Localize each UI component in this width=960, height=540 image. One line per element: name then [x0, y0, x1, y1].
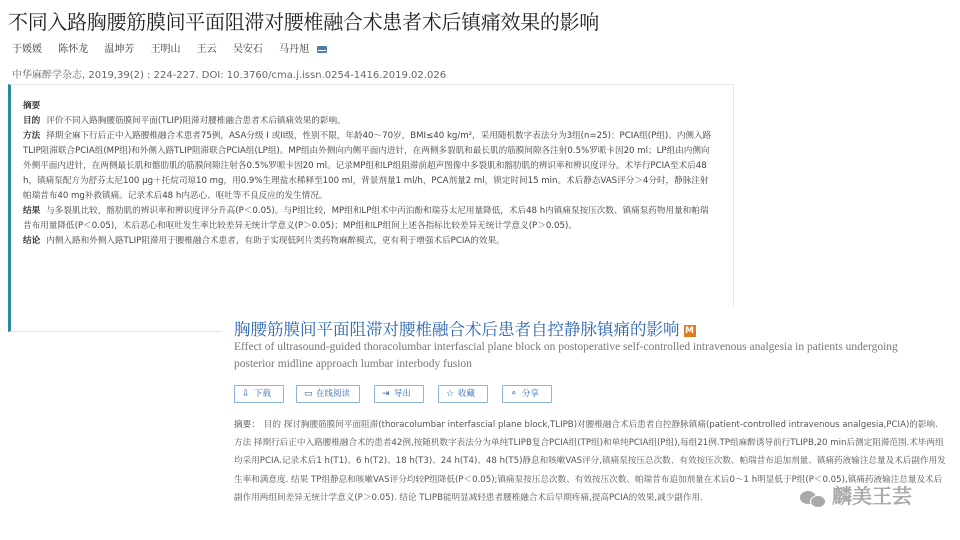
journal-citation: 中华麻醉学杂志, 2019,39(2) : 224-227. DOI: 10.3760/cma.j.issn.0254-1416.2019.02.026 — [12, 70, 447, 81]
read-online-button[interactable] — [296, 385, 360, 403]
export-button[interactable] — [374, 385, 424, 403]
share-button[interactable] — [502, 385, 552, 403]
download-icon: ⇩ — [242, 388, 250, 399]
english-title: Effect of ultrasound-guided thoracolumbar interfascial plane block on postoperative self-controlled intravenous analgesia in patients undergoing posterior midline approach lumbar interbody fusion — [234, 341, 898, 370]
abstract-section-results — [23, 204, 717, 234]
abstract-box — [8, 84, 734, 332]
section-text: 内侧入路和外侧入路TLIP阻滞用于腰椎融合术患者，有助于实现低阿片类药物麻醉模式，更有利于增强术后PCIA的效果。 — [46, 236, 505, 246]
author-link[interactable]: 于媛媛 — [12, 44, 42, 55]
abstract-heading: 摘要 — [23, 101, 41, 111]
abstract-section-objective — [23, 114, 717, 129]
section-label: 目的 — [23, 116, 41, 126]
abstract-section-methods — [23, 129, 717, 204]
author-link[interactable]: 王明山 — [150, 44, 181, 55]
mail-icon[interactable] — [317, 46, 327, 53]
author-link[interactable]: 陈怀龙 — [58, 44, 89, 55]
button-label: 下载 — [254, 389, 272, 399]
download-button[interactable] — [234, 385, 284, 403]
share-icon: ⚬ — [510, 388, 518, 399]
author-link[interactable]: 王云 — [196, 44, 217, 55]
wechat-icon — [800, 489, 826, 507]
watermark-text: 麟美王芸 — [832, 484, 912, 508]
export-icon: ⇥ — [382, 388, 390, 399]
section-label: 结果 — [23, 206, 41, 216]
abstract-section-conclusion — [23, 234, 717, 249]
section-label: 结论 — [23, 236, 41, 246]
article-title[interactable]: 不同入路胸腰筋膜间平面阻滞对腰椎融合术患者术后镇痛效果的影响 — [8, 10, 599, 34]
m-badge-icon: M — [685, 325, 694, 336]
star-icon: ☆ — [446, 388, 455, 399]
button-label: 分享 — [522, 389, 540, 399]
section-text: 择期全麻下行后正中入路腰椎融合术患者75例，ASA分级 I 或II级，性别不限，年龄40～70岁，BMI≤40 kg/m²，采用随机数字表法分为3组(n=25)：PCIA组(P组)、内侧入路TLIP阻滞联合PCIA组(MP组)和外侧入路TLIP阻滞联合PCIA组(LP组)。MP组由外侧向内侧平面内进针，在两侧多裂肌和最长肌的筋膜间隙各注射0.5%罗哌卡因20 ml；LP组由内侧向外侧平面内进针，在两侧最长肌和髂肋肌的筋膜间隙注射各0.5%罗哌卡因20 ml。记录MP组和LP组阻滞前超声图像中多裂肌和髂肋肌的辨识率和辨识度评分。术毕行PCIA至术后48 h，镇痛泵配方为舒芬太尼100 μg＋托烷司琼10 mg，用0.9%生理盐水稀释至100 ml，背景剂量1 ml/h，PCA剂量2 ml，锁定时间15 min。术后静态VAS评分＞4分时，静脉注射帕瑞昔布40 mg补救镇痛。记录术后48 h内恶心、呕吐等不良反应的发生情况。 — [23, 131, 712, 201]
section-label: 方法 — [23, 131, 41, 141]
section-text: 评价不同入路胸腰筋膜间平面(TLIP)阻滞对腰椎融合患者术后镇痛效果的影响。 — [46, 116, 346, 126]
favorite-button[interactable] — [438, 385, 488, 403]
button-label: 收藏 — [458, 389, 476, 399]
watermark — [800, 480, 912, 509]
button-label: 在线阅读 — [316, 389, 351, 399]
book-icon: ▭ — [304, 388, 313, 399]
author-link[interactable]: 吴安石 — [232, 44, 263, 55]
author-link[interactable]: 马丹旭 — [279, 44, 310, 55]
section-text: 与多裂肌比较，髂肋肌的辨识率和辨识度评分升高(P＜0.05)。与P组比较，MP组和LP组术中丙泊酚和瑞芬太尼用量降低，术后48 h内镇痛泵按压次数、镇痛泵药物用量和帕瑞昔布用量降低(P＜0.05)，术后恶心和呕吐发生率比较差异无统计学意义(P＞0.05)；MP组和LP组间上述各指标比较差异无统计学意义(P＞0.05)。 — [23, 206, 709, 231]
button-label: 导出 — [394, 389, 412, 399]
author-list — [12, 40, 327, 55]
article2-title — [234, 316, 696, 340]
abstract-text: 目的 探讨胸腰筋膜间平面阻滞(thoracolumbar interfascial plane block,TLIPB)对腰椎融合术后患者自控静脉镇痛(patient-controlled intravenous analgesia,PCIA)的影响. 方法 择期行后正中入路腰椎融合术的患者42例,按随机数字表法分为单纯TLIPB复合PCIA组(TP组)和单纯PCIA组(P组),每组21例.TP组麻醉诱导前行TLIPB,20 min后测定阻滞范围.术毕两组均采用PCIA.记录术后1 h(T1)、6 h(T2)、18 h(T3)、24 h(T4)、48 h(T5)静息和咳嗽VAS评分,镇痛泵按压总次数、有效按压次数、帕瑞昔布追加剂量、镇痛药液输注总量及术后副作用发生率和满意度. 结果 TP组静息和咳嗽VAS评分均较P组降低(P＜0.05);镇痛泵按压总次数、有效按压次数、帕瑞昔布追加剂量在术后0～1 h明显低于P组(P＜0.05),镇痛药液输注总量及术后副作用两组间差异无统计学意义(P＞0.05). 结论 TLIPB能明显减轻患者腰椎融合术后早期疼痛,提高PCIA的效果,减少副作用. — [234, 420, 946, 503]
abstract-label: 摘要： — [234, 420, 260, 430]
author-link[interactable]: 温坤芳 — [104, 44, 135, 55]
article2-title-link[interactable]: 胸腰筋膜间平面阻滞对腰椎融合术后患者自控静脉镇痛的影响 — [234, 320, 680, 339]
